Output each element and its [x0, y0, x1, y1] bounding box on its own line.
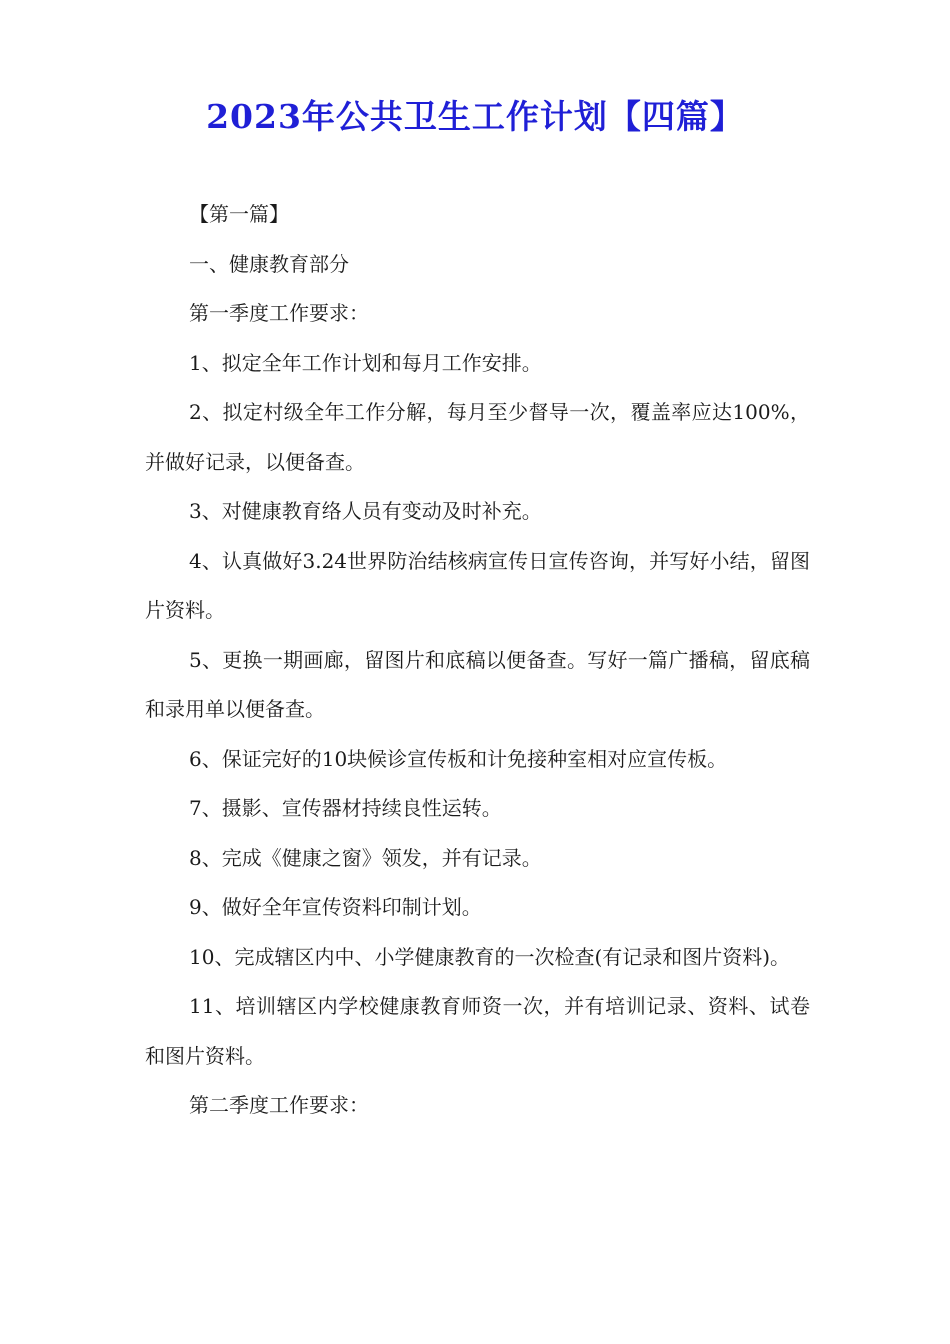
quarter-heading: 第二季度工作要求： — [189, 1093, 369, 1117]
list-item: 8、完成《健康之窗》领发，并有记录。 — [189, 845, 542, 870]
list-item: 6、保证完好的10块候诊宣传板和计免接种室相对应宣传板。 — [189, 746, 728, 771]
document-title: 2023年公共卫生工作计划【四篇】 — [206, 97, 744, 136]
list-item: 10、完成辖区内中、小学健康教育的一次检查(有记录和图片资料)。 — [189, 944, 791, 969]
list-item: 1、拟定全年工作计划和每月工作安排。 — [189, 350, 542, 375]
list-item: 3、对健康教育络人员有变动及时补充。 — [189, 499, 542, 523]
list-item: 2、拟定村级全年工作分解，每月至少督导一次，覆盖率应达100%，并做好记录，以便备查。 — [145, 400, 810, 474]
list-item: 5、更换一期画廊，留图片和底稿以便备查。写好一篇广播稿，留底稿和录用单以便备查。 — [145, 647, 810, 721]
list-item: 11、培训辖区内学校健康教育师资一次，并有培训记录、资料、试卷和图片资料。 — [145, 994, 810, 1068]
section-heading: 【第一篇】 — [189, 202, 289, 226]
quarter-heading: 第一季度工作要求： — [189, 301, 369, 325]
list-item: 7、摄影、宣传器材持续良性运转。 — [189, 796, 502, 820]
document-body — [145, 190, 810, 1131]
part-heading: 一、健康教育部分 — [189, 251, 349, 276]
list-item: 9、做好全年宣传资料印制计划。 — [189, 895, 482, 919]
list-item: 4、认真做好3.24世界防治结核病宣传日宣传咨询，并写好小结，留图片资料。 — [145, 548, 810, 622]
